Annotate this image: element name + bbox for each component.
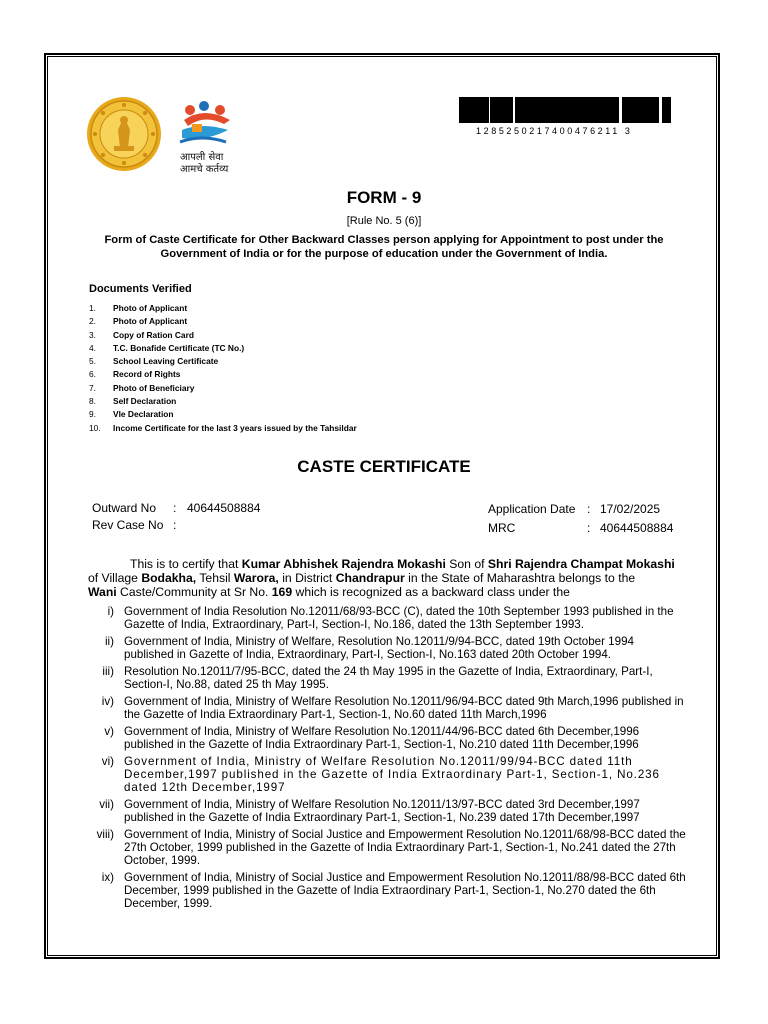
resolution-number: i) [107,605,114,618]
colon: : [587,502,591,516]
document-item [89,369,357,382]
resolution-text: Government of India, Ministry of Social Justice and Empowerment Resolution No.12011/68/98-BCC dated the 27th October, 1999 published in the Gazette of India Extraordinary Part-1, Section-1, No.241 dated the 27th October, 1999. [124,828,686,867]
application-date-label: Application Date [488,502,576,516]
document-item [89,303,357,316]
resolution-item [88,725,686,751]
caste-name: Wani [88,585,117,599]
document-label: Photo of Beneficiary [113,382,195,393]
certify-text: This is to certify that [130,557,242,571]
logo-line-2: आमचे कर्तव्य [180,164,229,175]
document-item [89,356,357,369]
resolution-text: Government of India, Ministry of Welfare Resolution No.12011/13/97-BCC dated 3rd December,1997 published in the Gazette of India Extraordinary Part-1, Section-1, No.239 dated 17th December,1997 [124,798,640,824]
resolution-item [88,695,686,721]
sr-number: 169 [271,585,293,599]
document-item [89,423,357,436]
certify-text: which is recognized as a backward class under the [292,585,570,599]
resolution-number: ix) [101,871,114,884]
resolution-number: iv) [101,695,114,708]
document-number: 8. [89,396,96,407]
colon: : [587,521,591,535]
resolution-text: Government of India, Ministry of Welfare Resolution No.12011/44/96-BCC dated 6th December,1996 published in the Gazette of India Extraordinary Part-1, Section-1, No.210 dated 11th December,1996 [124,725,640,751]
resolution-text: Government of India, Ministry of Social Justice and Empowerment Resolution No.12011/88/98-BCC dated 6th December, 1999 published in the Gazette of India Extraordinary Part-1, Section-1, No.270 dated the 6th December, 1999. [124,871,686,910]
resolution-number: ii) [104,635,114,648]
certify-text: in the State of Maharashtra belongs to the [404,571,636,585]
logo-line-1: आपली सेवा [180,152,224,163]
aapli-seva-logo [172,98,242,180]
certify-text: of Village [88,571,142,585]
father-name: Shri Rajendra Champat Mokashi [487,557,675,571]
resolution-item [88,755,686,794]
document-item [89,343,357,356]
document-item [89,330,357,343]
resolution-number: v) [104,725,114,738]
resolution-number: vi) [101,755,114,768]
certify-text: Son of [445,557,488,571]
document-number: 4. [89,342,96,353]
document-number: 7. [89,382,96,393]
mrc-value: 40644508884 [600,521,674,535]
document-number: 3. [89,329,96,340]
colon: : [173,501,177,515]
rule-number: [Rule No. 5 (6)] [346,215,422,227]
mrc-label: MRC [488,521,516,535]
resolution-text: Government of India, Ministry of Welfare Resolution No.12011/99/94-BCC dated 11th December,1997 published in the Gazette of India Extraordinary Part-1, Section-1, No.236 dated 12th December,1997 [124,755,660,794]
document-label: Photo of Applicant [113,303,188,313]
form-description: Form of Caste Certificate for Other Backward Classes person applying for Appointment to post under the Government of India or for the purpose of education under the Government of India. [104,234,664,260]
document-label: T.C. Bonafide Certificate (TC No.) [113,342,245,353]
document-number: 5. [89,356,96,367]
document-number: 6. [89,369,96,380]
barcode-number: 1285250217400476211 3 [476,126,633,136]
document-item [89,316,357,329]
certification-paragraph [88,557,688,599]
outward-no-label: Outward No [92,501,157,515]
resolution-text: Government of India, Ministry of Welfare, Resolution No.12011/9/94-BCC, dated 19th October 1994 published in Gazette of India, Extraordinary, Part-I, Section-I, No.163 dated 20th October 1994. [124,635,634,661]
caste-certificate-title: CASTE CERTIFICATE [297,457,471,476]
document-item [89,396,357,409]
village-name: Bodakha, [141,571,197,585]
resolution-text: Government of India Resolution No.12011/68/93-BCC (C), dated the 10th September 1993 published in the Gazette of India, Extraordinary, Part-I, Section-I, No.186, dated the 13th September 1993. [124,605,674,631]
document-label: School Leaving Certificate [113,356,219,367]
outward-no-value: 40644508884 [187,501,261,515]
resolution-item [88,871,686,910]
resolution-item [88,828,686,867]
document-number: 10. [89,422,101,433]
resolution-item [88,605,686,631]
document-label: Copy of Ration Card [113,329,194,340]
resolution-text: Resolution No.12011/7/95-BCC, dated the 24 th May 1995 in the Gazette of India, Extraordinary, Part-I, Section-I, No.88, dated 25 th May 1995. [124,665,653,691]
state-seal-icon [86,96,162,172]
document-label: Record of Rights [113,369,181,380]
document-label: Vle Declaration [113,409,174,420]
resolution-number: vii) [99,798,114,811]
certify-text: Tehsil [196,571,234,585]
colon: : [173,518,177,532]
district-name: Chandrapur [335,571,405,585]
document-item [89,409,357,422]
document-label: Income Certificate for the last 3 years issued by the Tahsildar [113,422,357,433]
applicant-name: Kumar Abhishek Rajendra Mokashi [241,557,446,571]
document-number: 2. [89,316,96,327]
application-date-value: 17/02/2025 [600,502,661,516]
certify-text: Caste/Community at Sr No. [116,585,272,599]
resolution-item [88,635,686,661]
tehsil-name: Warora, [233,571,279,585]
documents-heading: Documents Verified [89,283,192,295]
resolutions-list [88,605,686,914]
document-item [89,383,357,396]
rev-case-label: Rev Case No [92,518,164,532]
document-number: 9. [89,409,96,420]
certify-text: in District [278,571,336,585]
resolution-text: Government of India, Ministry of Welfare Resolution No.12011/96/94-BCC dated 9th March,1996 published in the Gazette of India Extraordinary Part-1, Section-1, No.60 dated 11th March,1996 [124,695,684,721]
resolution-item [88,798,686,824]
resolution-number: viii) [96,828,114,841]
form-title: FORM - 9 [346,188,422,207]
resolution-number: iii) [102,665,114,678]
document-number: 1. [89,303,96,313]
document-label: Self Declaration [113,396,177,407]
documents-list [89,303,357,436]
barcode-icon [458,97,672,123]
resolution-item [88,665,686,691]
seva-people-icon [172,98,236,152]
document-label: Photo of Applicant [113,316,188,327]
